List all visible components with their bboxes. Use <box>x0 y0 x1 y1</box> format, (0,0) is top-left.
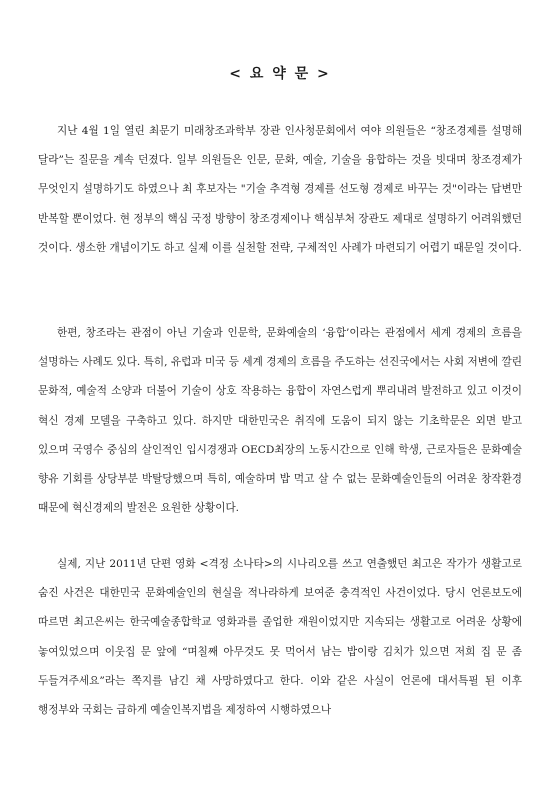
paragraph-1: 지난 4월 1일 열린 최문기 미래창조과학부 장관 인사청문회에서 여야 의원들은 “창조경제를 설명해 달라”는 질문을 계속 던졌다. 일부 의원들은 인문, 문화, 예술, 기술을 융합하는 것을 빗대며 창조경제가 무엇인지 설명하기도 하였으나 최 후보자는 "기술 추격형 경제를 선도형 경제로 바꾸는 것"이라는 답변만 반복할 뿐이었다. 현 정부의 핵심 국정 방향이 창조경제이나 핵심부처 장관도 제대로 설명하기 어려워했던 것이다. 생소한 개념이기도 하고 실제 이를 실천할 전략, 구체적인 사례가 마련되기 어렵기 때문일 것이다. <box>38 125 522 254</box>
paragraph-2: 한편, 창조라는 관점이 아닌 기술과 인문학, 문화예술의 ‘융합’이라는 관점에서 세계 경제의 흐름을 설명하는 사례도 있다. 특히, 유럽과 미국 등 세계 경제의 흐름을 주도하는 선진국에서는 사회 저변에 깔린 문화적, 예술적 소양과 더불어 기술이 상호 작용하는 융합이 자연스럽게 뿌리내려 발전하고 있고 이것이 혁신 경제 모델을 구축하고 있다. 하지만 대한민국은 취직에 도움이 되지 않는 기초학문은 외면 받고 있으며 국영수 중심의 살인적인 입시경쟁과 OECD최장의 노동시간으로 인해 학생, 근로자들은 문화예술 향유 기회를 상당부분 박탈당했으며 특히, 예술하며 밥 먹고 살 수 없는 문화예술인들의 어려운 창작환경 때문에 혁신경제의 발전은 요원한 상황이다. <box>38 327 522 515</box>
document-title: < 요 약 문 > <box>229 66 331 82</box>
paragraph-3: 실제, 지난 2011년 단편 영화 <격정 소나타>의 시나리오를 쓰고 연출했던 최고은 작가가 생활고로 숨진 사건은 대한민국 문화예술인의 현실을 적나라하게 보여준 충격적인 사건이었다. 당시 언론보도에 따르면 최고은씨는 한국예술종합학교 영화과를 졸업한 재원이었지만 지속되는 생활고로 어려운 상황에 놓여있었으며 이웃집 문 앞에 “며칠째 아무것도 못 먹어서 남는 밥이랑 김치가 있으면 저희 집 문 좀 두들겨주세요”라는 쪽지를 남긴 채 사망하였다고 한다. 이와 같은 사실이 언론에 대서특필 된 이후 행정부와 국회는 급하게 예술인복지법을 제정하여 시행하였으나 <box>38 558 522 717</box>
